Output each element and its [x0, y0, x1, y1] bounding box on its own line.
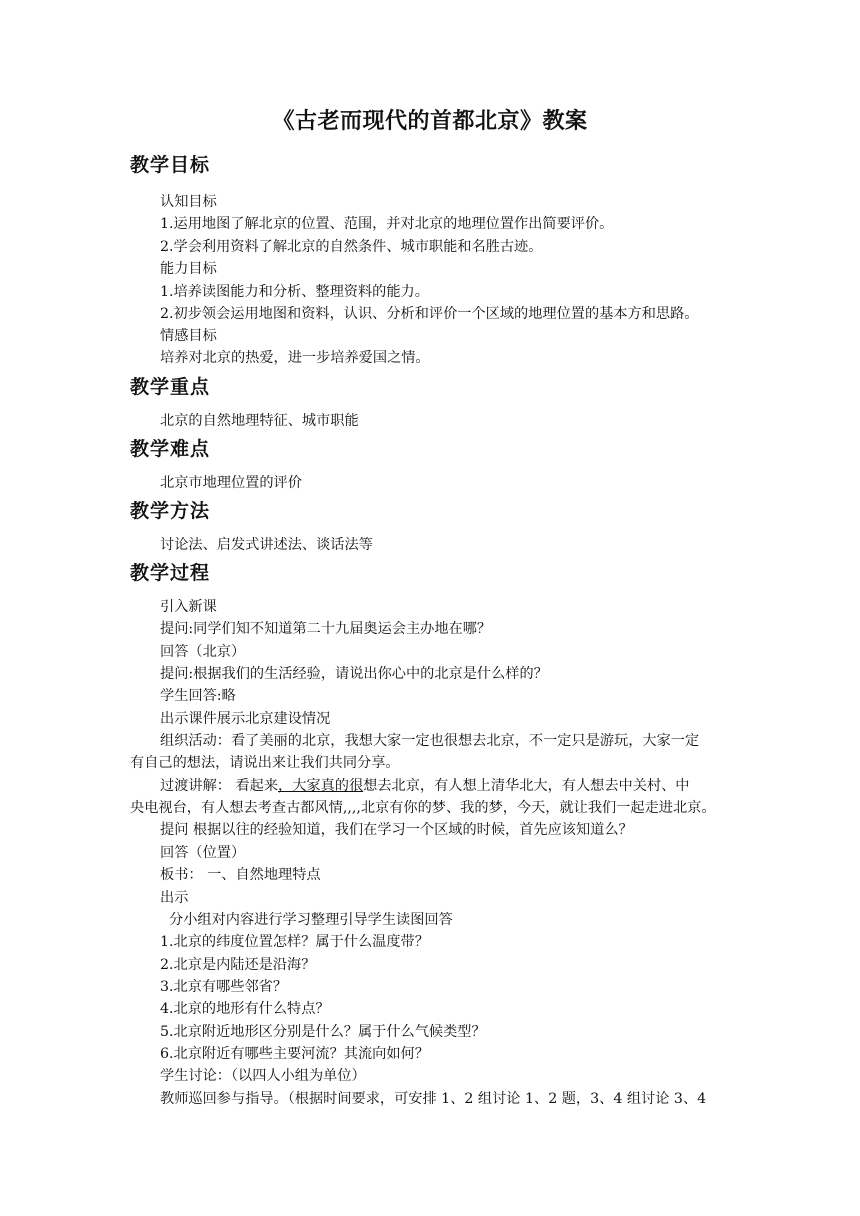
process-line: 5.北京附近地形区分别是什么？属于什么气候类型？ — [160, 1024, 486, 1040]
goals-line: 1.运用地图了解北京的位置、范围，并对北京的地理位置作出简要评价。 — [160, 216, 614, 232]
process-line: 组织活动：看了美丽的北京，我想大家一定也很想去北京，不一定只是游玩，大家一定 — [160, 733, 700, 749]
goals-line: 2.初步领会运用地图和资料，认识、分析和评价一个区域的地理位置的基本方和思路。 — [160, 306, 699, 322]
process-line: 提问:根据我们的生活经验，请说出你心中的北京是什么样的？ — [160, 666, 548, 682]
process-line: 提问 根据以往的经验知道，我们在学习一个区域的时候，首先应该知道么？ — [160, 822, 633, 838]
difficulties-text: 北京市地理位置的评价 — [160, 475, 302, 491]
heading-teaching-goals: 教学目标 — [130, 154, 211, 176]
process-line: 2.北京是内陆还是沿海？ — [160, 957, 316, 973]
document-title: 《古老而现代的首都北京》教案 — [272, 108, 588, 134]
process-line: 板书： 一、自然地理特点 — [160, 867, 321, 883]
heading-methods: 教学方法 — [130, 500, 211, 522]
key-points-text: 北京的自然地理特征、城市职能 — [160, 413, 359, 429]
process-line: 3.北京有哪些邻省？ — [160, 979, 288, 995]
process-line: 回答（位置） — [160, 845, 246, 861]
goals-line: 认知目标 — [160, 194, 217, 210]
heading-difficulties: 教学难点 — [130, 438, 211, 460]
process-line: 回答（北京） — [160, 644, 246, 660]
process-line: 出示课件展示北京建设情况 — [160, 711, 331, 727]
underlined-phrase: ，大家真的很 — [278, 778, 364, 794]
process-line: 4.北京的地形有什么特点？ — [160, 1001, 330, 1017]
process-line: 1.北京的纬度位置怎样？属于什么温度带？ — [160, 934, 429, 950]
process-line: 学生回答:略 — [160, 688, 236, 704]
goals-line: 1.培养读图能力和分析、整理资料的能力。 — [160, 284, 429, 300]
process-line: 出示 — [160, 890, 189, 906]
process-line: 央电视台，有人想去考查古都风情,,,,北京有你的梦、我的梦，今天，就让我们一起走进北京。 — [130, 800, 716, 816]
goals-line: 2.学会利用资料了解北京的自然条件、城市职能和名胜古迹。 — [160, 239, 543, 255]
process-line: 分小组对内容进行学习整理引导学生读图回答 — [160, 912, 453, 928]
process-line: 有自己的想法，请说出来让我们共同分享。 — [130, 755, 400, 771]
transition-lead: 过渡讲解： 看起来 — [160, 778, 279, 794]
heading-process: 教学过程 — [130, 562, 211, 584]
process-line: 6.北京附近有哪些主要河流？其流向如何？ — [160, 1046, 429, 1062]
process-line: 教师巡回参与指导。（根据时间要求，可安排 1、2 组讨论 1、2 题，3、4 组讨论 3、4 — [160, 1091, 707, 1107]
methods-text: 讨论法、启发式讲述法、谈话法等 — [160, 537, 373, 553]
goals-line: 能力目标 — [160, 261, 217, 277]
process-line: 学生讨论：（以四人小组为单位） — [160, 1068, 366, 1084]
goals-line: 培养对北京的热爱，进一步培养爱国之情。 — [160, 350, 430, 366]
heading-key-points: 教学重点 — [130, 376, 211, 398]
process-line: 提问:同学们知不知道第二十九届奥运会主办地在哪？ — [160, 621, 492, 637]
transition-rest: 想去北京，有人想上清华北大，有人想去中关村、中 — [363, 778, 690, 794]
process-line: 引入新课 — [160, 599, 217, 615]
goals-line: 情感目标 — [160, 328, 217, 344]
process-line — [160, 776, 689, 796]
